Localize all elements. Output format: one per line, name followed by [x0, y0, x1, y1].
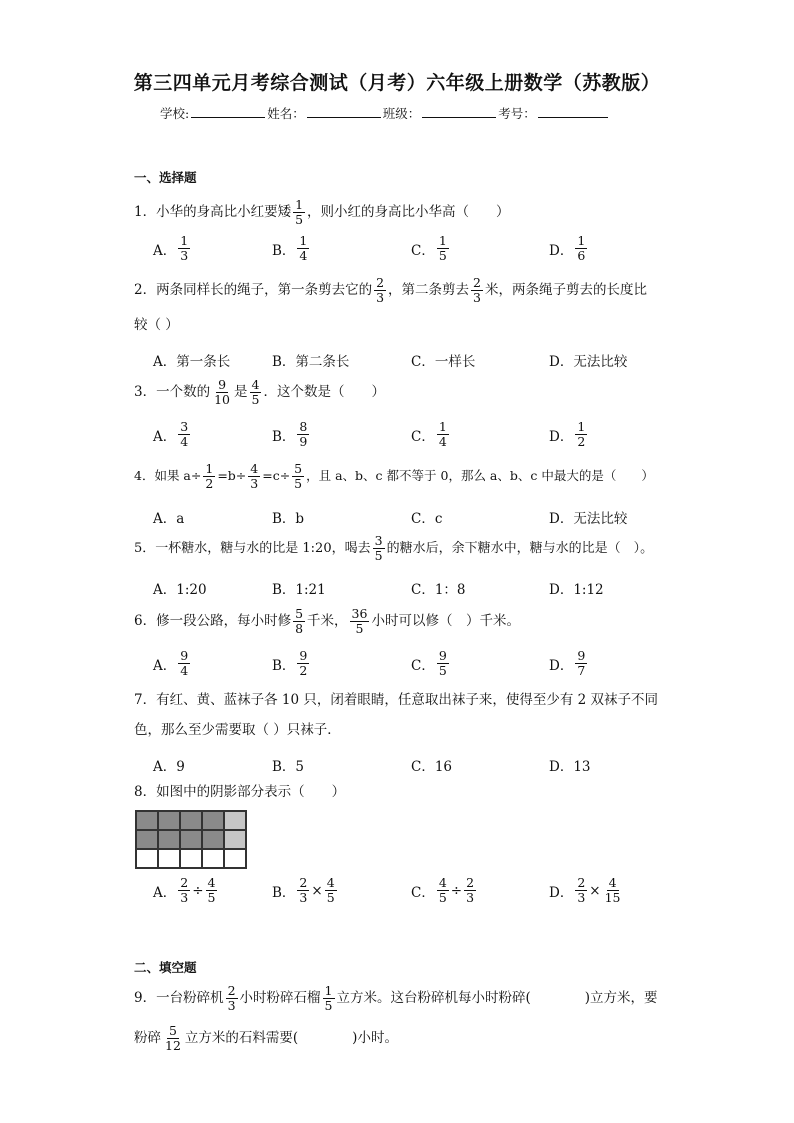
grid-cell — [158, 830, 180, 849]
q7-option-a[interactable]: A．9 — [153, 759, 185, 775]
q3-option-c[interactable]: C． $\frac{1}{4}$ — [411, 419, 447, 449]
question-7-line-2: 色，那么至少需要取（ ）只袜子． — [134, 722, 341, 738]
q5-option-c[interactable]: C．1：8 — [411, 582, 466, 598]
q1-fraction: $\frac{1}{5}$ — [295, 197, 304, 227]
q7-option-c[interactable]: C．16 — [411, 759, 453, 775]
q5-option-a[interactable]: A．1:20 — [153, 582, 207, 598]
q1-option-c[interactable]: C． $\frac{1}{5}$ — [411, 233, 447, 263]
q4-option-d[interactable]: D．无法比较 — [549, 511, 628, 527]
grid-cell — [202, 811, 224, 830]
school-blank[interactable] — [191, 105, 265, 118]
grid-cell — [158, 811, 180, 830]
q8-option-b[interactable]: B． $\frac{2}{3}$ × $\frac{4}{5}$ — [272, 875, 335, 905]
q6-option-a[interactable]: A． $\frac{9}{4}$ — [153, 648, 189, 678]
question-4: 4．如果 a÷ $\frac{1}{2}$ =b÷ $\frac{4}{3}$ =c÷ $\frac{5}{5}$ ，且 a、b、c 都不等于 0，那么 a、b、c 中最大的是（ ） — [134, 461, 654, 491]
shaded-grid-figure — [135, 810, 247, 869]
number-blank[interactable] — [538, 105, 608, 118]
q3-option-b[interactable]: B． $\frac{8}{9}$ — [272, 419, 308, 449]
q1-option-b[interactable]: B． $\frac{1}{4}$ — [272, 233, 308, 263]
grid-cell — [202, 849, 224, 868]
question-1 — [134, 198, 510, 227]
q8-option-c[interactable]: C． $\frac{4}{5}$ ÷ $\frac{2}{3}$ — [411, 875, 475, 905]
q4-option-a[interactable]: A．a — [153, 511, 185, 527]
grid-cell — [158, 849, 180, 868]
page-title: 第三四单元月考综合测试（月考）六年级上册数学（苏教版） — [133, 72, 661, 94]
question-3: 3．一个数的 $\frac{9}{10}$ 是 $\frac{4}{5}$ ．这个数是（ ） — [134, 377, 385, 407]
question-2-line-2: 较（ ） — [134, 317, 179, 333]
student-info-line — [160, 104, 610, 122]
grid-cell — [202, 830, 224, 849]
grid-cell — [224, 830, 246, 849]
grid-cell — [224, 811, 246, 830]
q6-option-d[interactable]: D． $\frac{9}{7}$ — [549, 648, 586, 678]
q5-option-d[interactable]: D．1:12 — [549, 582, 604, 598]
q4-option-c[interactable]: C．c — [411, 511, 443, 527]
grid-cell — [180, 849, 202, 868]
class-blank[interactable] — [422, 105, 496, 118]
question-7: 7．有红、黄、蓝袜子各 10 只，闭着眼睛，任意取出袜子来，使得至少有 2 双袜子不同 — [134, 692, 659, 708]
question-8: 8．如图中的阴影部分表示（ ） — [134, 784, 346, 800]
q3-option-d[interactable]: D． $\frac{1}{2}$ — [549, 419, 586, 449]
q1-option-d[interactable]: D． $\frac{1}{6}$ — [549, 233, 586, 263]
q6-option-b[interactable]: B． $\frac{9}{2}$ — [272, 648, 308, 678]
q8-option-d[interactable]: D． $\frac{2}{3}$ × $\frac{4}{15}$ — [549, 875, 621, 905]
grid-cell — [136, 830, 158, 849]
name-label: 姓名： — [267, 106, 305, 121]
q7-option-b[interactable]: B．5 — [272, 759, 305, 775]
section-heading-choice: 一、选择题 — [134, 170, 197, 185]
question-9-line-2: 粉碎 $\frac{5}{12}$ 立方米的石料需要( )小时。 — [134, 1023, 398, 1053]
number-label: 考号： — [498, 106, 536, 121]
grid-cell — [180, 830, 202, 849]
q2-option-b[interactable]: B．第二条长 — [272, 354, 350, 370]
question-5: 5．一杯糖水，糖与水的比是 1:20，喝去 $\frac{3}{5}$ 的糖水后，余下糖水中，糖与水的比是（ ）。 — [134, 533, 654, 563]
grid-cell — [180, 811, 202, 830]
grid-cell — [136, 811, 158, 830]
grid-cell — [224, 849, 246, 868]
question-2: 2．两条同样长的绳子，第一条剪去它的 $\frac{2}{3}$ ，第二条剪去 $\frac{2}{3}$ 米，两条绳子剪去的长度比 — [134, 275, 647, 305]
q1-text-b: ，则小红的身高比小华高（ ） — [307, 204, 510, 220]
question-9: 9．一台粉碎机 $\frac{2}{3}$ 小时粉碎石榴 $\frac{1}{5}$ 立方米。这台粉碎机每小时粉碎( )立方米，要 — [134, 983, 658, 1013]
q2-option-a[interactable]: A．第一条长 — [153, 354, 231, 370]
q6-option-c[interactable]: C． $\frac{9}{5}$ — [411, 648, 447, 678]
grid-cell — [136, 849, 158, 868]
q7-option-d[interactable]: D．13 — [549, 759, 591, 775]
q1-option-a[interactable]: A． $\frac{1}{3}$ — [153, 233, 189, 263]
q1-text-a: 1．小华的身高比小红要矮 — [134, 204, 292, 220]
q2-option-d[interactable]: D．无法比较 — [549, 354, 628, 370]
question-6: 6．修一段公路，每小时修 $\frac{5}{8}$ 千米， $\frac{36}{5}$ 小时可以修（ ）千米。 — [134, 606, 520, 636]
q2-option-c[interactable]: C．一样长 — [411, 354, 476, 370]
q8-option-a[interactable]: A． $\frac{2}{3}$ ÷ $\frac{4}{5}$ — [153, 875, 216, 905]
q4-option-b[interactable]: B．b — [272, 511, 305, 527]
name-blank[interactable] — [307, 105, 381, 118]
school-label: 学校: — [160, 106, 190, 121]
q3-option-a[interactable]: A． $\frac{3}{4}$ — [153, 419, 189, 449]
class-label: 班级： — [382, 106, 421, 121]
q5-option-b[interactable]: B．1:21 — [272, 582, 326, 598]
section-heading-fill: 二、填空题 — [134, 960, 197, 975]
